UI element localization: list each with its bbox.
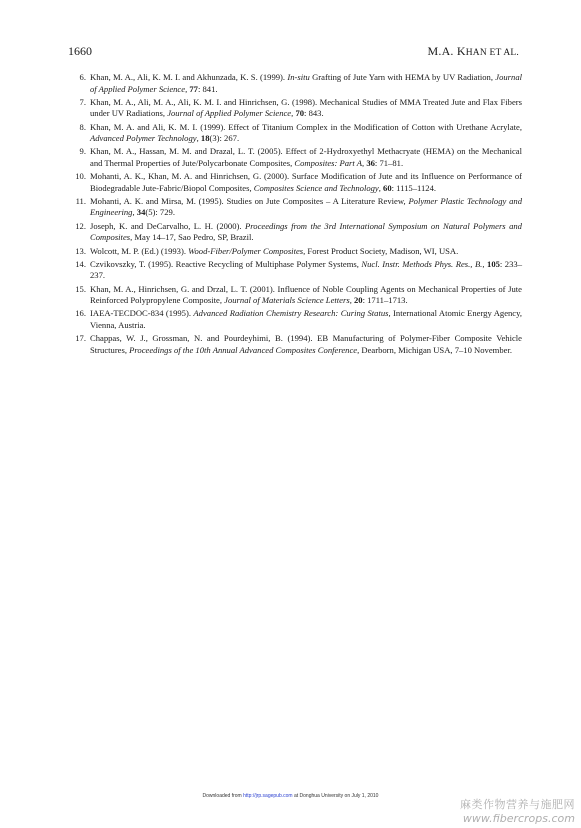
reference-span: : 71–81.	[374, 157, 404, 168]
reference-italic-span: Advanced Radiation Chemistry Research: Curing Status	[193, 308, 389, 319]
reference-item	[68, 246, 522, 258]
author-k: K	[456, 44, 466, 58]
reference-text	[90, 171, 522, 193]
reference-span: Chappas, W. J., Grossman, N. and Pourdeyhimi, B. (1994). EB Manufacturing of Polymer-Fiber Composite Vehicle Structures,	[90, 333, 522, 355]
reference-number: 11.	[75, 195, 86, 206]
reference-item	[68, 308, 522, 331]
reference-item	[68, 221, 522, 244]
reference-italic-span: Composites Science and Technology	[253, 182, 379, 193]
reference-text	[90, 146, 522, 168]
reference-number: 6.	[79, 72, 86, 82]
reference-span: Mohanti, A. K., Khan, M. A. and Hinrichsen, G. (2000). Surface Modification of Jute and its Influence on Performance of Biodegradable Jute-Fabric/Biopol Composites,	[90, 171, 522, 193]
reference-item	[68, 122, 522, 145]
reference-number: 10.	[75, 171, 86, 182]
reference-text	[90, 196, 522, 218]
reference-span: : 1115–1124.	[391, 182, 437, 193]
reference-volume: 105	[487, 258, 500, 269]
reference-item	[68, 196, 522, 219]
reference-span: , International Atomic Energy Agency, Vienna, Austria.	[90, 308, 523, 330]
reference-volume: 20	[353, 295, 363, 306]
reference-span: (3): 267.	[209, 133, 240, 144]
reference-span: ,	[349, 295, 354, 306]
reference-italic-span: Journal of Applied Polymer Science	[90, 72, 522, 94]
reference-item	[68, 171, 522, 194]
reference-number: 7.	[79, 96, 86, 107]
reference-item	[68, 146, 522, 169]
reference-span: : 233–237.	[90, 258, 522, 281]
reference-span: Mohanti, A. K. and Mirsa, M. (1995). Studies on Jute Composites – A Literature Review,	[90, 195, 409, 206]
reference-text	[90, 122, 522, 144]
reference-text	[90, 308, 522, 330]
reference-span: Khan, M. A., Ali, K. M. I. and Akhunzada, K. S. (1999).	[90, 72, 288, 82]
download-suffix: at Donghua University on July 1, 2010	[292, 793, 379, 799]
reference-item	[68, 97, 522, 120]
reference-span: ,	[362, 157, 367, 168]
reference-span: ,	[378, 182, 384, 193]
reference-volume: 77	[189, 83, 198, 94]
reference-span: ,	[196, 133, 201, 144]
reference-italic-span: Proceedings of the 10th Annual Advanced Composites Conference	[129, 344, 358, 355]
reference-volume: 34	[136, 207, 146, 218]
reference-span: : 843.	[304, 108, 324, 119]
reference-text	[90, 259, 522, 281]
reference-italic-span: Nucl. Instr. Methods Phys. Res., B.	[361, 258, 483, 269]
reference-span: Grafting of Jute Yarn with HEMA by UV Radiation,	[309, 72, 496, 82]
reference-span: , Forest Product Society, Madison, WI, USA.	[303, 245, 459, 256]
reference-item	[68, 284, 522, 307]
running-header	[68, 44, 519, 60]
reference-number: 16.	[75, 308, 86, 319]
reference-text	[90, 97, 522, 119]
reference-item	[68, 72, 522, 95]
reference-list	[68, 72, 522, 358]
reference-span: Khan, M. A. and Ali, K. M. I. (1999). Effect of Titanium Complex in the Modification of Cotton with Urethane Acrylate,	[90, 121, 522, 132]
reference-number: 14.	[75, 258, 86, 269]
reference-span: ,	[291, 108, 296, 119]
reference-span: : 841.	[197, 83, 218, 94]
reference-span: ,	[482, 258, 488, 269]
reference-span: , May 14–17, Sao Pedro, SP, Brazil.	[130, 232, 254, 243]
reference-volume: 70	[295, 108, 305, 119]
reference-italic-span: Wood-Fiber/Polymer Composites	[188, 245, 304, 256]
reference-number: 8.	[79, 121, 86, 132]
reference-volume: 18	[200, 133, 210, 144]
reference-number: 15.	[75, 283, 86, 294]
reference-number: 17.	[75, 333, 86, 344]
reference-span: Khan, M. A., Ali, M. A., Ali, K. M. I. and Hinrichsen, G. (1998). Mechanical Studies of MMA Treated Jute and Flax Fibers under UV Radiations,	[90, 96, 522, 119]
reference-span: ,	[185, 83, 190, 94]
reference-italic-span: Proceedings from the 3rd International Symposium on Natural Polymers and Composites	[90, 220, 522, 243]
running-head-authors	[428, 44, 520, 59]
reference-volume: 36	[366, 157, 375, 168]
reference-span: IAEA-TECDOC-834 (1995).	[90, 308, 194, 319]
reference-span: Joseph, K. and DeCarvalho, L. H. (2000).	[90, 220, 245, 231]
download-prefix: Downloaded from	[202, 793, 244, 799]
reference-text	[90, 221, 522, 243]
reference-text	[90, 284, 522, 306]
reference-span: ,	[132, 207, 137, 218]
reference-number: 12.	[75, 220, 86, 231]
reference-italic-span: Journal of Materials Science Letters	[224, 295, 350, 306]
reference-span: Khan, M. A., Hinrichsen, G. and Drzal, L. T. (2001). Influence of Noble Coupling Agents on Mechanical Properties of Jute Reinforced Polypropylene Composite,	[90, 283, 522, 306]
site-watermark	[460, 796, 575, 825]
reference-italic-span: Advanced Polymer Technology	[90, 133, 197, 144]
author-rest: HAN ET AL.	[465, 48, 519, 58]
reference-text	[90, 72, 522, 94]
reference-span: Wolcott, M. P. (Ed.) (1993).	[90, 245, 189, 256]
reference-span: , Dearborn, Michigan USA, 7–10 November.	[357, 344, 512, 355]
reference-italic-span: In-situ	[287, 72, 310, 82]
reference-span: : 1711–1713.	[362, 295, 408, 306]
page-number: 1660	[68, 44, 92, 58]
reference-span: Khan, M. A., Hassan, M. M. and Drazal, L. T. (2005). Effect of 2-Hydroxyethyl Methacryate (HEMA) on the Mechanical and Thermal Properties of Jute/Polycarbonate Composites,	[90, 146, 522, 168]
reference-italic-span: Journal of Applied Polymer Science	[167, 108, 292, 119]
reference-italic-span: Polymer Plastic Technology and Engineering	[90, 195, 522, 218]
reference-text	[90, 246, 458, 256]
reference-span: (5): 729.	[145, 207, 175, 218]
watermark-chinese: 麻类作物营养与施肥网	[460, 798, 575, 811]
download-link[interactable]: http://jrp.sagepub.com	[243, 793, 293, 799]
reference-span: Czvikovszky, T. (1995). Reactive Recycling of Multiphase Polymer Systems,	[90, 258, 362, 269]
reference-volume: 60	[383, 182, 392, 193]
reference-item	[68, 259, 522, 282]
reference-number: 13.	[75, 245, 86, 256]
watermark-url: www.fibercrops.com	[462, 812, 575, 825]
author-initials: M.A.	[427, 44, 457, 58]
reference-italic-span: Composites: Part A	[294, 157, 363, 168]
reference-number: 9.	[79, 146, 86, 157]
reference-text	[90, 333, 522, 355]
reference-item	[68, 333, 522, 356]
